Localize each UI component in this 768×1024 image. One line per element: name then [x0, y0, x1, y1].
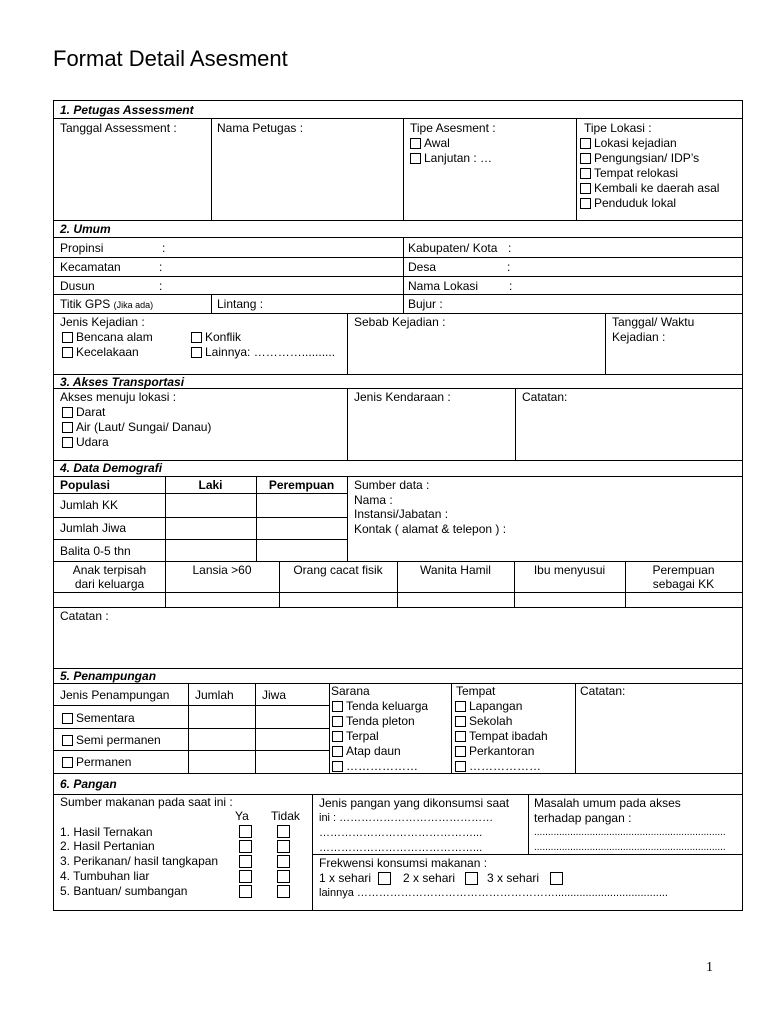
jenis-pangan-line-1[interactable]: ini : …………………………………… [319, 812, 494, 824]
sarana-label: Sarana [331, 684, 370, 698]
checkbox-icon [410, 138, 421, 149]
checkbox-icon [580, 198, 591, 209]
row-jumlah-jiwa: Jumlah Jiwa [60, 521, 127, 535]
section-header-petugas: 1. Petugas Assessment [60, 103, 194, 117]
checkbox-icon [455, 746, 466, 757]
checkbox-lokasi-kejadian[interactable]: Lokasi kejadian [580, 136, 677, 150]
checkbox-sarana-lainnya[interactable]: ……………… [332, 759, 418, 773]
catatan-akses-label: Catatan: [522, 390, 568, 404]
checkbox-air[interactable]: Air (Laut/ Sungai/ Danau) [62, 420, 211, 434]
checkbox-atap-daun[interactable]: Atap daun [332, 744, 401, 758]
jika-ada-note: (Jika ada) [113, 300, 154, 310]
checkbox-icon [62, 757, 73, 768]
checkbox-ternakan-ya[interactable] [239, 825, 252, 838]
checkbox-icon [455, 701, 466, 712]
row-balita: Balita 0-5 thn [60, 544, 131, 558]
jenis-penampungan-header: Jenis Penampungan [60, 688, 170, 702]
checkbox-penduduk-lokal[interactable]: Penduduk lokal [580, 196, 676, 210]
checkbox-icon [332, 701, 343, 712]
checkbox-icon [580, 183, 591, 194]
bujur-label: Bujur : [408, 297, 443, 311]
freq-1x-label: 1 x sehari [319, 871, 372, 885]
checkbox-icon [332, 716, 343, 727]
laki-header: Laki [198, 478, 223, 492]
nama-label: Nama : [354, 493, 393, 507]
checkbox-tenda-pleton[interactable]: Tenda pleton [332, 714, 415, 728]
checkbox-sekolah[interactable]: Sekolah [455, 714, 512, 728]
checkbox-icon [62, 407, 73, 418]
checkbox-perikanan-tidak[interactable] [277, 855, 290, 868]
jenis-kejadian-label: Jenis Kejadian : [60, 315, 145, 329]
jenis-pangan-line-3[interactable]: ……………………………………... [319, 842, 483, 854]
jiwa-header: Jiwa [262, 688, 287, 702]
instansi-label: Instansi/Jabatan : [354, 507, 449, 521]
checkbox-tempat-relokasi[interactable]: Tempat relokasi [580, 166, 678, 180]
desa-label: Desa [408, 260, 437, 274]
checkbox-udara[interactable]: Udara [62, 435, 109, 449]
sumber-item-3: 3. Perikanan/ hasil tangkapan [60, 854, 219, 868]
ya-header: Ya [235, 809, 249, 823]
checkbox-kecelakaan[interactable]: Kecelakaan [62, 345, 139, 359]
checkbox-tumbuhan-ya[interactable] [239, 870, 252, 883]
sumber-data-label: Sumber data : [354, 478, 430, 492]
col-perempuan-kk: Perempuan sebagai KK [652, 563, 715, 591]
kabupaten-label: Kabupaten/ Kota [408, 241, 498, 255]
checkbox-icon [332, 761, 343, 772]
checkbox-bencana-alam[interactable]: Bencana alam [62, 330, 153, 344]
kecamatan-label: Kecamatan [60, 260, 121, 274]
checkbox-pertanian-ya[interactable] [239, 840, 252, 853]
checkbox-lainnya[interactable]: Lainnya: ………….......... [191, 345, 335, 359]
catatan-penampungan-label: Catatan: [580, 684, 626, 698]
jenis-pangan-label: Jenis pangan yang dikonsumsi saat [319, 796, 510, 810]
desa-colon: : [507, 260, 511, 274]
checkbox-icon [580, 138, 591, 149]
checkbox-icon [62, 735, 73, 746]
masalah-label-1: Masalah umum pada akses [534, 796, 681, 810]
checkbox-icon [62, 713, 73, 724]
checkbox-pengungsian[interactable]: Pengungsian/ IDP’s [580, 151, 699, 165]
checkbox-bantuan-tidak[interactable] [277, 885, 290, 898]
propinsi-label: Propinsi [60, 241, 104, 255]
section-header-demografi: 4. Data Demografi [60, 461, 163, 475]
sumber-item-2: 2. Hasil Pertanian [60, 839, 155, 853]
checkbox-darat[interactable]: Darat [62, 405, 105, 419]
section-header-pangan: 6. Pangan [60, 777, 117, 791]
checkbox-icon [62, 422, 73, 433]
masalah-label-2: terhadap pangan : [534, 811, 632, 825]
checkbox-3x-sehari[interactable] [550, 872, 563, 885]
nama-lokasi-label: Nama Lokasi [408, 279, 479, 293]
tipe-asesmen-label: Tipe Asesment : [410, 121, 496, 135]
section-header-penampungan: 5. Penampungan [60, 669, 157, 683]
page-number: 1 [706, 960, 713, 975]
sebab-kejadian-label: Sebab Kejadian : [354, 315, 446, 329]
checkbox-permanen[interactable]: Permanen [62, 755, 131, 769]
checkbox-1x-sehari[interactable] [378, 872, 391, 885]
checkbox-terpal[interactable]: Terpal [332, 729, 379, 743]
checkbox-icon [455, 716, 466, 727]
checkbox-icon [191, 332, 202, 343]
section-header-umum: 2. Umum [60, 222, 111, 236]
checkbox-konflik[interactable]: Konflik [191, 330, 241, 344]
titik-gps-label: Titik GPS (Jika ada) [60, 297, 154, 311]
checkbox-icon [410, 153, 421, 164]
jenis-kendaraan-label: Jenis Kendaraan : [354, 390, 451, 404]
tidak-header: Tidak [271, 809, 300, 823]
checkbox-pertanian-tidak[interactable] [277, 840, 290, 853]
freq-3x-label: 3 x sehari [487, 871, 540, 885]
tanggal-waktu-label-2: Kejadian : [612, 330, 666, 344]
col-ibu-menyusui: Ibu menyusui [533, 563, 606, 577]
dusun-label: Dusun [60, 279, 95, 293]
col-cacat-fisik: Orang cacat fisik [293, 563, 383, 577]
lintang-label: Lintang : [217, 297, 264, 311]
lainnya-line[interactable]: lainnya ………………………………………………..................................... [319, 887, 668, 899]
col-lansia: Lansia >60 [192, 563, 252, 577]
page-title: Format Detail Asesment [53, 46, 288, 71]
kabupaten-colon: : [508, 241, 512, 255]
perempuan-header: Perempuan [268, 478, 335, 492]
checkbox-tempat-lainnya[interactable]: ……………… [455, 759, 541, 773]
checkbox-icon [580, 168, 591, 179]
checkbox-icon [332, 731, 343, 742]
masalah-line-2[interactable]: ..................................................................... [534, 842, 726, 853]
checkbox-icon [455, 761, 466, 772]
checkbox-icon [191, 347, 202, 358]
col-wanita-hamil: Wanita Hamil [420, 563, 491, 577]
nama-petugas-label: Nama Petugas : [217, 121, 304, 135]
kontak-label: Kontak ( alamat & telepon ) : [354, 522, 507, 536]
kecamatan-colon: : [159, 260, 163, 274]
checkbox-lanjutan[interactable]: Lanjutan : … [410, 151, 492, 165]
checkbox-perikanan-ya[interactable] [239, 855, 252, 868]
akses-label: Akses menuju lokasi : [60, 390, 177, 404]
dusun-colon: : [159, 279, 163, 293]
jenis-pangan-line-2[interactable]: ……………………………………... [319, 827, 483, 839]
propinsi-colon: : [162, 241, 166, 255]
sumber-item-1: 1. Hasil Ternakan [60, 825, 153, 839]
checkbox-sementara[interactable]: Sementara [62, 711, 135, 725]
checkbox-icon [62, 437, 73, 448]
checkbox-icon [332, 746, 343, 757]
checkbox-perkantoran[interactable]: Perkantoran [455, 744, 534, 758]
section-header-akses: 3. Akses Transportasi [60, 375, 185, 389]
tanggal-waktu-label-1: Tanggal/ Waktu [612, 315, 695, 329]
nama-lokasi-colon: : [509, 279, 513, 293]
checkbox-kembali[interactable]: Kembali ke daerah asal [580, 181, 719, 195]
checkbox-icon [62, 332, 73, 343]
checkbox-2x-sehari[interactable] [465, 872, 478, 885]
sumber-makanan-label: Sumber makanan pada saat ini : [60, 795, 233, 809]
checkbox-awal[interactable]: Awal [410, 136, 450, 150]
checkbox-icon [580, 153, 591, 164]
checkbox-icon [455, 731, 466, 742]
checkbox-tenda-keluarga[interactable]: Tenda keluarga [332, 699, 428, 713]
sumber-item-5: 5. Bantuan/ sumbangan [60, 884, 188, 898]
checkbox-bantuan-ya[interactable] [239, 885, 252, 898]
populasi-header: Populasi [60, 478, 111, 492]
assessment-form [53, 100, 743, 911]
jumlah-header: Jumlah [195, 688, 234, 702]
checkbox-lapangan[interactable]: Lapangan [455, 699, 522, 713]
freq-2x-label: 2 x sehari [403, 871, 456, 885]
checkbox-tumbuhan-tidak[interactable] [277, 870, 290, 883]
tipe-lokasi-label: Tipe Lokasi : [584, 121, 652, 135]
checkbox-icon [62, 347, 73, 358]
checkbox-semi-permanen[interactable]: Semi permanen [62, 733, 161, 747]
masalah-line-1[interactable]: ..................................................................... [534, 827, 726, 838]
frekwensi-label: Frekwensi konsumsi makanan : [319, 856, 488, 870]
col-anak-terpisah: Anak terpisah dari keluarga [72, 563, 147, 591]
checkbox-ternakan-tidak[interactable] [277, 825, 290, 838]
tempat-label: Tempat [456, 684, 496, 698]
sumber-item-4: 4. Tumbuhan liar [60, 869, 150, 883]
checkbox-tempat-ibadah[interactable]: Tempat ibadah [455, 729, 548, 743]
row-jumlah-kk: Jumlah KK [60, 498, 119, 512]
catatan-demografi-label: Catatan : [60, 609, 109, 623]
tanggal-assessment-label: Tanggal Assessment : [60, 121, 177, 135]
